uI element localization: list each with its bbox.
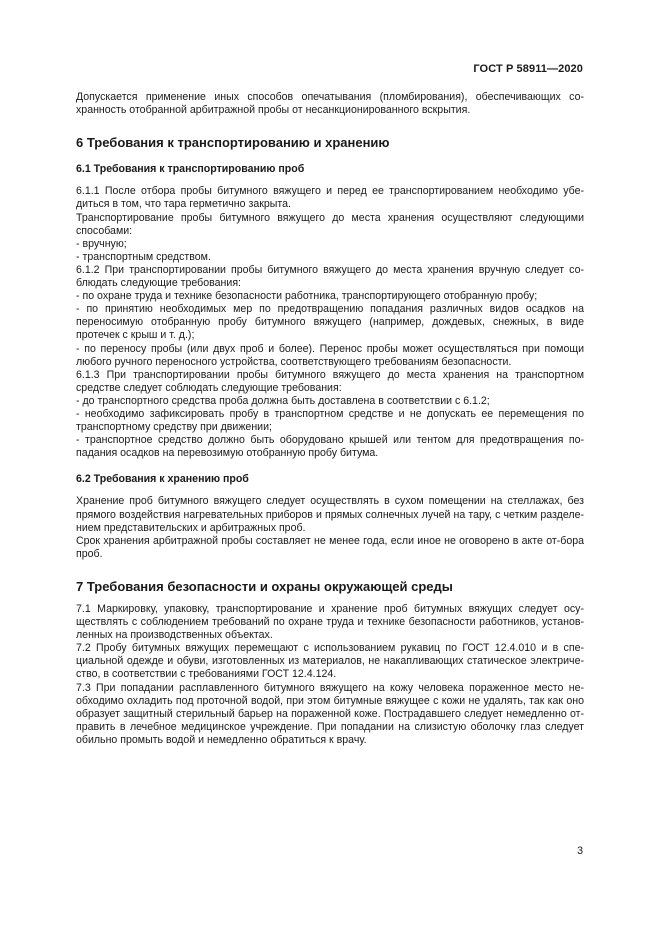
paragraph-text: Хранение проб битумного вяжущего следует осуществлять в сухом помещении на стеллажах, без прямого воздействия нагревательных приборов и прямых солнечных лучей на тару, с четким разделе-нием представительских и арбитражных проб. [76, 495, 584, 534]
paragraph-text: 6.1.1 После отбора пробы битумного вяжущего и перед ее транспортированием необходимо убе-диться в том, что тара герметично закрыта. [76, 185, 584, 211]
list-item-text: - по принятию необходимых мер по предотвращению попадания различных видов осадков на переносимую отобранную пробу битумного вяжущего (например, дождевых, снежных, в виде протечек с крыш и т. д.); [76, 303, 584, 342]
list-item [76, 395, 584, 408]
paragraph-7-3 [76, 682, 584, 747]
list-item-text: - вручную; [76, 237, 127, 250]
list-item [76, 251, 584, 264]
paragraph [76, 91, 584, 117]
paragraph-text: 6.1.3 При транспортировании пробы битумного вяжущего до места хранения на транспортном средстве следует соблюдать следующие требования: [76, 368, 584, 394]
paragraph-7-1 [76, 603, 584, 642]
paragraph-text: Транспортирование пробы битумного вяжущего до места хранения осуществляют следующими способами: [76, 211, 584, 237]
list-item [76, 343, 584, 369]
list-item [76, 408, 584, 434]
paragraph-7-2 [76, 642, 584, 681]
paragraph-text: 7.2 Пробу битумных вяжущих перемещают с использованием рукавиц по ГОСТ 12.4.010 и в спе-циальной одежде и обуви, изготовленных из материалов, не накапливающих статическое электриче-ство, в соответствии с требованиями ГОСТ 12.4.124. [76, 642, 584, 681]
list-item-text: - до транспортного средства проба должна быть доставлена в соответствии с 6.1.2; [76, 394, 490, 407]
paragraph-text: 7.1 Маркировку, упаковку, транспортирование и хранение проб битумных вяжущих следует осу-ществлять с соблюдением требований по охране труда и технике безопасности работников, установ-ленных на производственных объектах. [76, 603, 584, 642]
paragraph [76, 535, 584, 561]
list-item-text: - по переносу пробы (или двух проб и более). Перенос пробы может осуществляться при помощи любого ручного переносного устройства, соответствующего требованиям безопасности. [76, 342, 584, 368]
page-content [76, 91, 584, 747]
list-item-text: - по охране труда и технике безопасности работника, транспортирующего отобранную пробу; [76, 290, 538, 303]
section-6-title: 6 Требования к транспортированию и хранению [76, 135, 390, 151]
intro-text: Допускается применение иных способов опечатывания (пломбирования), обеспечивающих со-хранность отобранной арбитражной пробы от несанкционированного вскрытия. [76, 91, 584, 117]
page-number: 3 [577, 845, 583, 857]
paragraph-6-1-1 [76, 185, 584, 211]
list-item [76, 434, 584, 460]
document-number: ГОСТ Р 58911—2020 [473, 63, 583, 75]
paragraph [76, 212, 584, 238]
paragraph-text: 6.1.2 При транспортировании пробы битумного вяжущего до места хранения вручную следует со-блюдать следующие требования: [76, 263, 584, 290]
list-item-text: - транспортное средство должно быть оборудовано крышей или тентом для предотвращения по-падания осадков на перевозимую отобранную пробу битума. [76, 434, 584, 460]
list-item [76, 303, 584, 342]
list-item-text: - транспортным средством. [76, 250, 211, 263]
paragraph-6-1-2 [76, 264, 584, 290]
section-7-title: 7 Требования безопасности и охраны окружающей среды [76, 578, 453, 594]
list-item-text: - необходимо зафиксировать пробу в транспортном средстве и не допускать ее перемещения по транспортному средству при движении; [76, 407, 584, 434]
paragraph-text: 7.3 При попадании расплавленного битумного вяжущего на кожу человека пораженное место не-обходимо охладить под проточной водой, при этом битумные вяжущее с кожи не удалять, так как оно образует защитный стерильный барьер на пораженной коже. Пострадавшего следует немедленно от-править в лечебное медицинское учреждение. При попадании на слизистую оболочку глаз следует обильно промыть водой и немедленно обратиться к врачу. [76, 681, 584, 746]
subsection-6-2-title: 6.2 Требования к хранению проб [76, 473, 249, 486]
list-item [76, 290, 584, 303]
list-item [76, 238, 584, 251]
paragraph [76, 495, 584, 534]
paragraph-6-1-3 [76, 369, 584, 395]
subsection-6-1-title: 6.1 Требования к транспортированию проб [76, 163, 305, 176]
paragraph-text: Срок хранения арбитражной пробы составляет не менее года, если иное не оговорено в акте от-бора проб. [76, 534, 584, 560]
